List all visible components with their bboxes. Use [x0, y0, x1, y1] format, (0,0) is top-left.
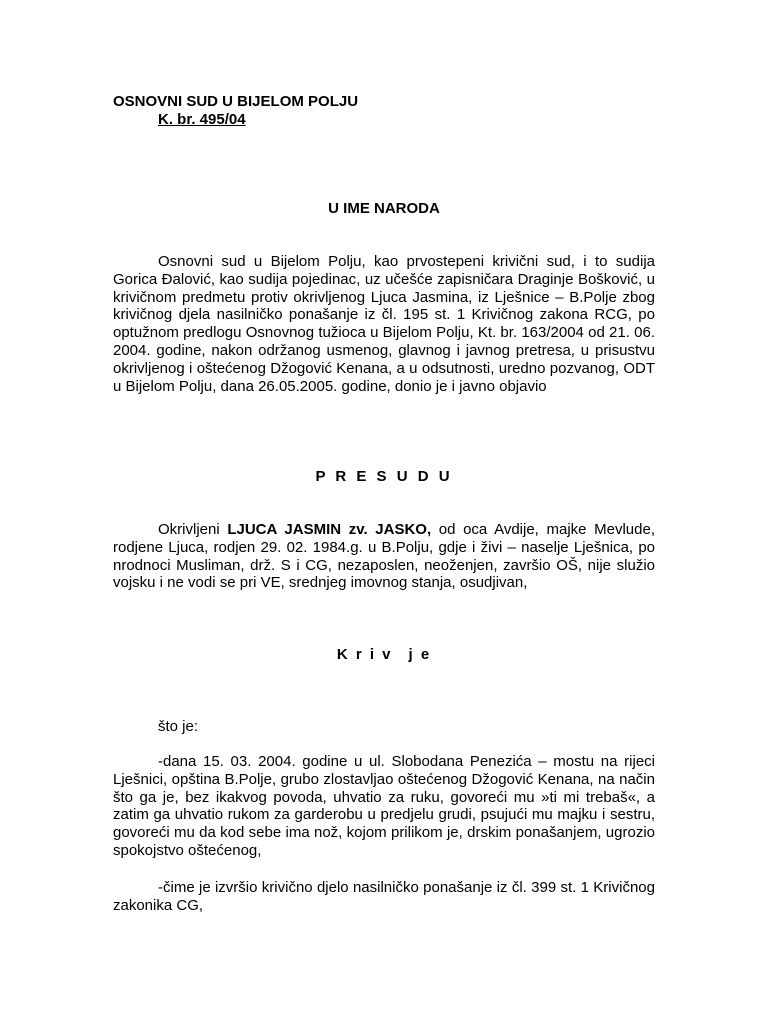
defendant-paragraph	[113, 521, 655, 592]
heading-guilty	[113, 646, 655, 664]
because-label: što je:	[158, 718, 199, 735]
heading-verdict: P R E S U D U	[315, 468, 453, 485]
defendant-name: LJUCA JASMIN zv. JASKO,	[227, 521, 432, 538]
guilty-word-2: j e	[408, 646, 432, 663]
case-number: K. br. 495/04	[158, 111, 246, 128]
defendant-details: od oca Avdije, majke Mevlude, rodjene Ljuca, rodjen 29. 02. 1984.g. u B.Polju, gdje i živi – naselje Lješnica, po nrodnoci Musliman, drž. S i CG, nezaposlen, neoženjen, završio OŠ, nije služio vojsku i ne vodi se pri VE, srednjeg imovnog stanja, osudjivan,	[113, 521, 655, 592]
heading-in-the-name-of-people: U IME NARODA	[328, 200, 440, 217]
intro-paragraph: Osnovni sud u Bijelom Polju, kao prvostepeni krivični sud, i to sudija Gorica Đalović, kao sudija pojedinac, uz učešće zapisničara Draginje Bošković, u krivičnom predmetu protiv okrivljenog Ljuca Jasmina, iz Lješnice – B.Polje zbog krivičnog djela nasilničko ponašanje iz čl. 195 st. 1 Krivičnog zakona RCG, po optužnom predlogu Osnovnog tužioca u Bijelom Polju, Kt. br. 163/2004 od 21. 06. 2004. godine, nakon održanog usmenog, glavnog i javnog pretresa, u prisustvu okrivljenog i oštećenog Džogović Kenana, a u odsutnosti, uredno pozvanog, ODT u Bijelom Polju, dana 26.05.2005. godine, donio je i javno objavio	[113, 253, 655, 395]
offence-paragraph: -čime je izvršio krivično djelo nasilničko ponašanje iz čl. 399 st. 1 Krivičnog zakonika CG,	[113, 879, 655, 914]
act-description-paragraph: -dana 15. 03. 2004. godine u ul. Slobodana Penezića – mostu na rijeci Lješnici, opština B.Polje, grubo zlostavljao oštećenog Džogović Kenana, na način što ga je, bez ikakvog povoda, uhvatio za ruku, govoreći mu »ti mi trebaš«, a zatim ga uhvatio rukom za garderobu u predjelu grudi, psujući mu majku i sestru, govoreći mu da kod sebe ima nož, kojom prilikom je, drskim ponašanjem, ugrozio spokojstvo oštećenog,	[113, 753, 655, 859]
guilty-word-1: K r i v	[336, 646, 393, 663]
defendant-prefix: Okrivljeni	[158, 521, 228, 538]
court-name: OSNOVNI SUD U BIJELOM POLJU	[113, 93, 359, 110]
